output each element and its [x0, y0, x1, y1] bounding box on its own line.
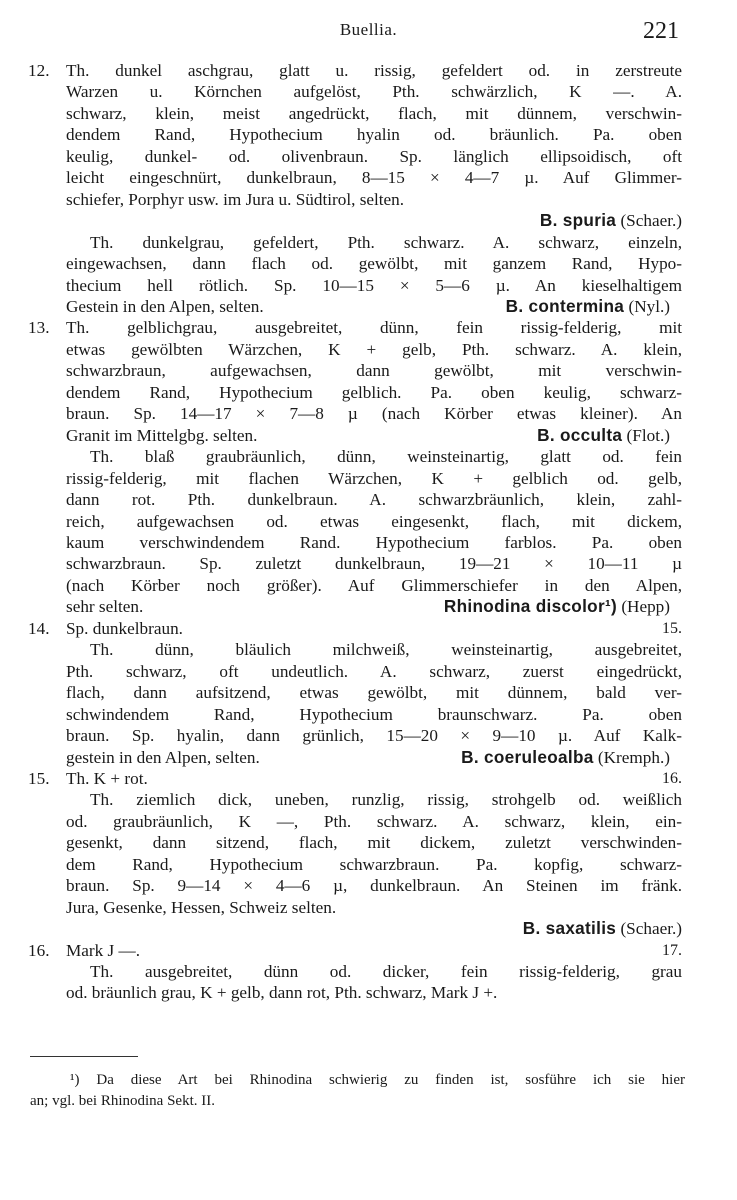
key-target-number: 16.: [662, 769, 682, 787]
text-line: reich, aufgewachsen od. etwas eingesenkt, flach, mit dickem,: [66, 511, 682, 531]
key-number: 16.: [28, 940, 50, 960]
text-line: flach, dann aufsitzend, etwas gewölbt, mit dünnem, bald ver-: [66, 683, 682, 703]
key-number: 12.: [28, 61, 50, 80]
species-citation: [506, 296, 682, 317]
key-line-text: [28, 768, 148, 789]
species-name: B. saxatilis: [522, 918, 617, 939]
text-line: Th. blaß graubräunlich, dünn, weinsteinartig, glatt od. fein: [90, 447, 682, 467]
footnotes: [30, 1070, 685, 1112]
key-target-number: 17.: [662, 941, 682, 959]
key-statement: Sp. dunkelbraun.: [66, 618, 183, 638]
species-name: B. contermina: [505, 295, 625, 316]
key-line: [28, 768, 682, 789]
species-author: (Hepp): [621, 597, 670, 617]
species-line: [66, 747, 682, 768]
species-line: [66, 425, 682, 446]
key-entry: [28, 940, 682, 1004]
locality-text: sehr selten.: [66, 597, 144, 617]
text-line: keulig, dunkel- od. olivenbraun. Sp. länglich ellipsoidisch, oft: [66, 146, 682, 166]
text-line: schwindendem Rand, Hypothecium braunschwarz. Pa. oben: [66, 704, 682, 724]
key-number: 14.: [28, 618, 50, 638]
text-line: thecium hell rötlich. Sp. 10—15 × 5—6 µ. An kieselhaltigem: [66, 275, 682, 295]
key-entry: [28, 60, 682, 232]
text-line: Warzen u. Körnchen aufgelöst, Pth. schwärzlich, K —. A.: [66, 82, 682, 102]
species-line: [66, 596, 682, 617]
footnote-line: an; vgl. bei Rhinodina Sekt. II.: [30, 1093, 215, 1109]
key-entry: [28, 768, 682, 940]
species-name: B. occulta: [537, 424, 623, 445]
page-number: 221: [643, 18, 679, 44]
text-line: braun. Sp. 9—14 × 4—6 µ, dunkelbraun. An Steinen im fränk.: [66, 876, 682, 896]
locality-text: Gestein in den Alpen, selten.: [66, 296, 264, 316]
running-head: Buellia.: [339, 20, 398, 39]
text-line: Pth. schwarz, oft undeutlich. A. schwarz, zuerst eingedrückt,: [66, 661, 682, 681]
species-line: [66, 210, 682, 231]
text-line: schiefer, Porphyr usw. im Jura u. Südtirol, selten.: [66, 189, 405, 209]
key-line: [28, 618, 682, 639]
text-line: schwarzbraun. Sp. zuletzt dunkelbraun, 19—21 × 10—11 µ: [66, 554, 682, 574]
text-line: eingewachsen, dann flach od. gewölbt, mit ganzem Rand, Hypo-: [66, 254, 682, 274]
species-author: (Kremph.): [597, 747, 670, 767]
page-body: [28, 60, 682, 1004]
footnote-divider: [30, 1056, 138, 1057]
text-line: rissig-felderig, mit flachen Wärzchen, K + gelblich od. gelb,: [66, 468, 682, 488]
text-line: braun. Sp. hyalin, dann grünlich, 15—20 × 9—10 µ. Auf Kalk-: [66, 726, 682, 746]
species-line: [66, 296, 682, 317]
key-line: [28, 940, 682, 961]
text-line: gesenkt, dann sitzend, flach, mit dickem, zuletzt verschwinden-: [66, 833, 682, 853]
footnote-line: ¹) Da diese Art bei Rhinodina schwierig zu finden ist, sosführe ich sie hier: [70, 1072, 685, 1088]
key-statement: Th. K + rot.: [66, 768, 148, 788]
key-entry: [66, 232, 682, 318]
species-name: Rhinodina discolor¹): [443, 596, 618, 617]
key-number: 15.: [28, 768, 50, 788]
species-author: (Nyl.): [628, 296, 670, 316]
species-citation: [540, 210, 682, 231]
text-line: Jura, Gesenke, Hessen, Schweiz selten.: [66, 897, 337, 917]
text-line: dann rot. Pth. dunkelbraun. A. schwarzbräunlich, klein, zahl-: [66, 490, 682, 510]
species-citation: [523, 918, 682, 939]
text-line: 13. Th. gelblichgrau, ausgebreitet, dünn, fein rissig-felderig, mit: [28, 318, 682, 338]
page-header: [0, 14, 737, 54]
species-citation: [444, 596, 682, 617]
locality-text: Granit im Mittelgbg. selten.: [66, 425, 258, 445]
text-line: schwarzbraun, aufgewachsen, dann gewölbt, mit verschwin-: [66, 361, 682, 381]
text-line: leicht eingeschnürt, dunkelbraun, 8—15 × 4—7 µ. Auf Glimmer-: [66, 168, 682, 188]
text-line: Th. dünn, bläulich milchweiß, weinsteinartig, ausgebreitet,: [90, 640, 682, 660]
key-line-text: [28, 618, 183, 639]
species-name: B. coeruleoalba: [461, 746, 594, 767]
species-citation: [537, 425, 682, 446]
key-number: 13.: [28, 318, 50, 338]
key-target-number: 15.: [662, 619, 682, 637]
key-entry: [66, 446, 682, 618]
key-statement: Mark J —.: [66, 940, 140, 960]
locality-text: gestein in den Alpen, selten.: [66, 747, 260, 767]
key-entry: [28, 618, 682, 768]
species-citation: [461, 747, 682, 768]
text-line: dendem Rand, Hypothecium gelblich. Pa. oben keulig, schwarz-: [66, 382, 682, 402]
species-name: B. spuria: [539, 210, 617, 231]
text-line: (nach Körber noch größer). Auf Glimmerschiefer in den Alpen,: [66, 575, 682, 595]
text-line: Th. dunkelgrau, gefeldert, Pth. schwarz. A. schwarz, einzeln,: [90, 232, 682, 252]
key-entry: [28, 317, 682, 446]
text-line: braun. Sp. 14—17 × 7—8 µ (nach Körber etwas kleiner). An: [66, 404, 682, 424]
text-line: Th. ausgebreitet, dünn od. dicker, fein rissig-felderig, grau: [90, 962, 682, 982]
text-line: kaum verschwindendem Rand. Hypothecium farblos. Pa. oben: [66, 532, 682, 552]
text-line: 12. Th. dunkel aschgrau, glatt u. rissig, gefeldert od. in zerstreute: [28, 61, 682, 80]
key-line-text: [28, 940, 140, 961]
species-line: [66, 918, 682, 939]
species-author: (Schaer.): [620, 211, 682, 231]
text-line: dendem Rand, Hypothecium hyalin od. bräunlich. Pa. oben: [66, 125, 682, 145]
text-line: Th. ziemlich dick, uneben, runzlig, rissig, strohgelb od. weißlich: [90, 790, 682, 810]
text-line: etwas gewölbten Wärzchen, K + gelb, Pth. schwarz. A. klein,: [66, 339, 682, 359]
text-line: dem Rand, Hypothecium schwarzbraun. Pa. kopfig, schwarz-: [66, 854, 682, 874]
species-author: (Flot.): [626, 425, 670, 445]
text-line: od. graubräunlich, K —, Pth. schwarz. A. schwarz, klein, ein-: [66, 811, 682, 831]
species-author: (Schaer.): [620, 919, 682, 939]
text-line: schwarz, klein, meist angedrückt, flach, mit dünnem, verschwin-: [66, 103, 682, 123]
text-line: od. bräunlich grau, K + gelb, dann rot, Pth. schwarz, Mark J +.: [66, 983, 498, 1003]
